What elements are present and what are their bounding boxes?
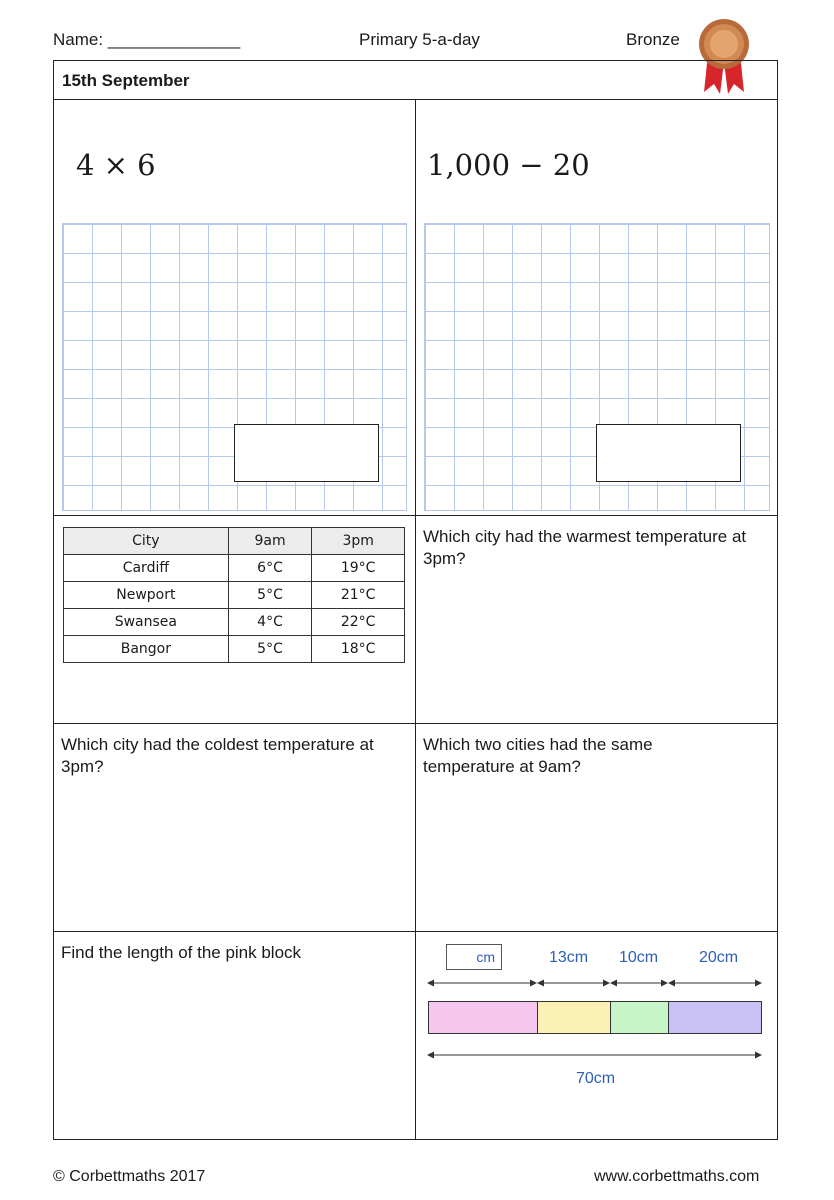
green-block <box>610 1001 669 1034</box>
divider <box>415 99 416 1140</box>
table-row <box>64 609 405 636</box>
table-row <box>64 636 405 663</box>
name-label: Name: ______________ <box>53 30 241 49</box>
q2-expression: 1,000 − 20 <box>427 148 590 182</box>
header-city: City <box>64 528 229 555</box>
segment-label-purple: 20cm <box>699 949 739 966</box>
q3-text: Which city had the warmest temperature at 3pm? <box>423 527 747 568</box>
cell-3pm: 22°C <box>312 609 405 636</box>
worksheet-title: Primary 5-a-day <box>359 30 480 49</box>
segment-label-yellow: 13cm <box>549 949 589 966</box>
q5-text: Which two cities had the same temperature at 9am? <box>423 735 653 776</box>
cell-city: Newport <box>64 582 229 609</box>
cell-9am: 6°C <box>228 555 312 582</box>
q2-answer-box[interactable] <box>596 424 741 482</box>
q1-expression: 4 × 6 <box>76 148 156 182</box>
cell-city: Swansea <box>64 609 229 636</box>
cell-3pm: 21°C <box>312 582 405 609</box>
date: 15th September <box>62 71 190 90</box>
cell-9am: 5°C <box>228 582 312 609</box>
cell-9am: 4°C <box>228 609 312 636</box>
q6-text: Find the length of the pink block <box>61 943 302 962</box>
table-row <box>64 582 405 609</box>
unknown-length-box[interactable]: cm <box>446 944 502 970</box>
header-3pm: 3pm <box>312 528 405 555</box>
q4-text: Which city had the coldest temperature at 3pm? <box>61 735 374 776</box>
cell-3pm: 18°C <box>312 636 405 663</box>
website-link[interactable]: www.corbettmaths.com <box>594 1168 760 1185</box>
purple-block <box>668 1001 762 1034</box>
cell-9am: 5°C <box>228 636 312 663</box>
table-row <box>64 555 405 582</box>
cell-3pm: 19°C <box>312 555 405 582</box>
cell-city: Cardiff <box>64 555 229 582</box>
temperature-table <box>63 527 405 663</box>
table-header-row <box>64 528 405 555</box>
header-9am: 9am <box>228 528 312 555</box>
yellow-block <box>537 1001 611 1034</box>
copyright: © Corbettmaths 2017 <box>53 1168 206 1185</box>
pink-block <box>428 1001 538 1034</box>
cell-city: Bangor <box>64 636 229 663</box>
total-length-label: 70cm <box>576 1070 616 1087</box>
q1-answer-box[interactable] <box>234 424 379 482</box>
level-label: Bronze <box>626 30 680 49</box>
segment-label-green: 10cm <box>619 949 659 966</box>
